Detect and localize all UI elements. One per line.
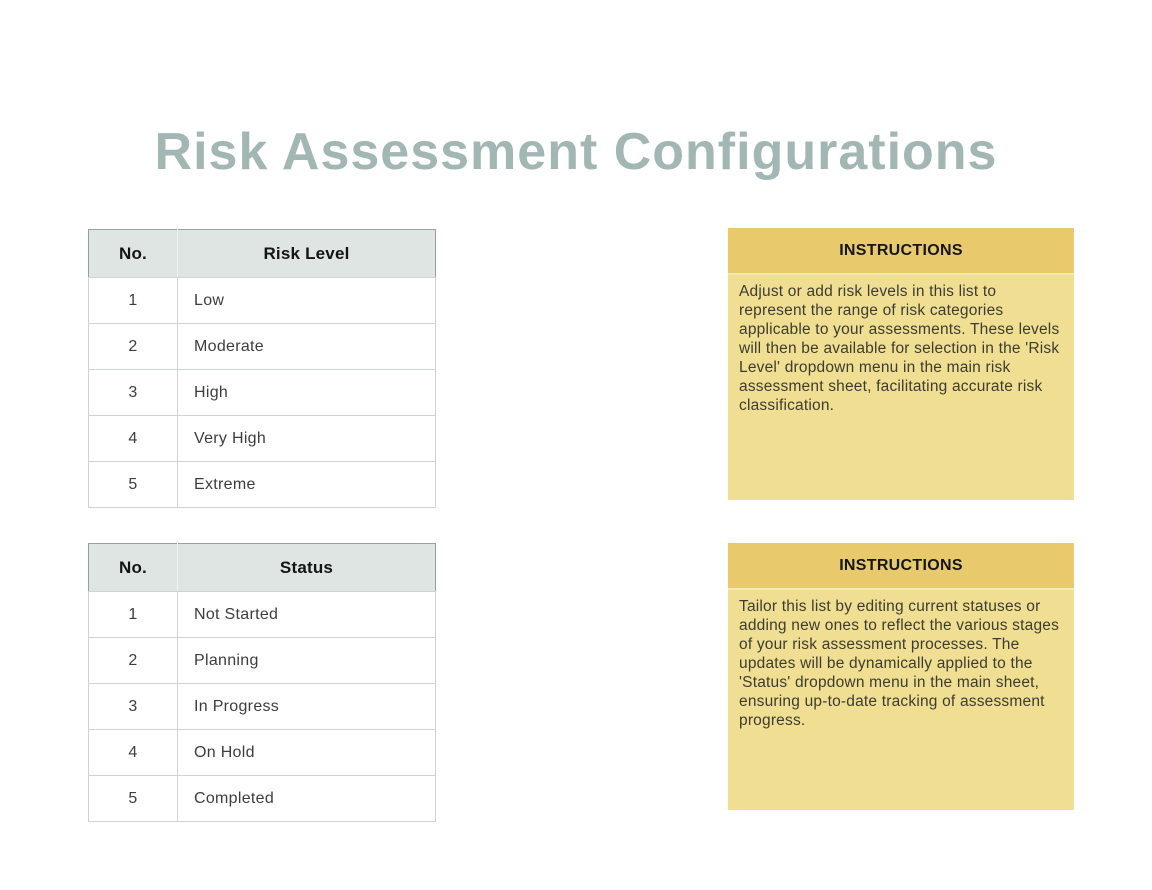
table-row	[89, 278, 436, 324]
table-header-row	[89, 544, 436, 592]
table-row	[89, 776, 436, 822]
instructions-header: INSTRUCTIONS	[728, 228, 1074, 275]
column-header-no: No.	[89, 544, 178, 592]
row-number-cell[interactable]: 4	[89, 730, 178, 776]
table-row	[89, 462, 436, 508]
status-cell[interactable]: Not Started	[178, 592, 436, 638]
risk-level-cell[interactable]: Extreme	[178, 462, 436, 508]
instructions-body: Tailor this list by editing current statuses or adding new ones to reflect the various stages of your risk assessment processes. The updates will be dynamically applied to the 'Status' dropdown menu in the main sheet, ensuring up-to-date tracking of assessment progress.	[728, 590, 1074, 810]
status-cell[interactable]: In Progress	[178, 684, 436, 730]
status-cell[interactable]: Completed	[178, 776, 436, 822]
row-number-cell[interactable]: 3	[89, 684, 178, 730]
row-number-cell[interactable]: 2	[89, 638, 178, 684]
row-number-cell[interactable]: 3	[89, 370, 178, 416]
table-row	[89, 416, 436, 462]
row-number-cell[interactable]: 1	[89, 278, 178, 324]
risk-level-table	[88, 229, 436, 508]
table-header-row	[89, 230, 436, 278]
instructions-card-risk-level	[728, 228, 1074, 500]
row-number-cell[interactable]: 1	[89, 592, 178, 638]
instructions-body: Adjust or add risk levels in this list to represent the range of risk categories applicable to your assessments. These levels will then be available for selection in the 'Risk Level' dropdown menu in the main risk assessment sheet, facilitating accurate risk classification.	[728, 275, 1074, 500]
instructions-header: INSTRUCTIONS	[728, 543, 1074, 590]
page-title: Risk Assessment Configurations	[154, 123, 998, 181]
table-row	[89, 592, 436, 638]
row-number-cell[interactable]: 5	[89, 462, 178, 508]
risk-level-cell[interactable]: Moderate	[178, 324, 436, 370]
column-header-no: No.	[89, 230, 178, 278]
risk-level-cell[interactable]: High	[178, 370, 436, 416]
status-cell[interactable]: Planning	[178, 638, 436, 684]
row-number-cell[interactable]: 2	[89, 324, 178, 370]
status-cell[interactable]: On Hold	[178, 730, 436, 776]
instructions-card-status	[728, 543, 1074, 810]
column-header-status: Status	[178, 544, 436, 592]
column-header-risk-level: Risk Level	[178, 230, 436, 278]
table-row	[89, 638, 436, 684]
table-row	[89, 370, 436, 416]
table-row	[89, 730, 436, 776]
risk-level-cell[interactable]: Low	[178, 278, 436, 324]
table-row	[89, 684, 436, 730]
row-number-cell[interactable]: 5	[89, 776, 178, 822]
risk-level-cell[interactable]: Very High	[178, 416, 436, 462]
table-row	[89, 324, 436, 370]
status-table	[88, 543, 436, 822]
row-number-cell[interactable]: 4	[89, 416, 178, 462]
